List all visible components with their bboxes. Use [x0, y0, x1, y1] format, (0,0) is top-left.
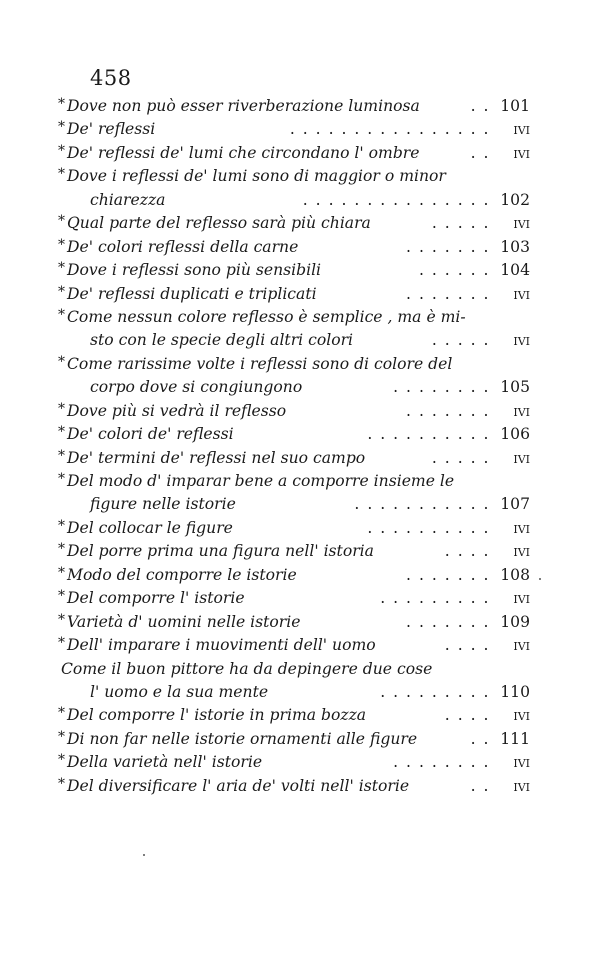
dot-leader: . . . . — [444, 636, 490, 655]
asterisk-marker: * — [58, 424, 65, 441]
asterisk-marker: * — [58, 541, 65, 558]
dot-leader: . . . . — [444, 542, 490, 561]
toc-entry-page: 105 — [500, 378, 530, 397]
toc-entry — [58, 353, 530, 376]
toc-entry-title: Modo del comporre le istorie — [67, 565, 297, 584]
toc-entry-title: Dove i reflessi sono più sensibili — [67, 261, 322, 280]
toc-entry-title: Del diversificare l' aria de' volti nell' istorie — [67, 776, 410, 795]
asterisk-marker: * — [58, 142, 65, 159]
ink-speck — [143, 854, 145, 856]
toc-entry — [58, 447, 530, 470]
asterisk-marker: * — [58, 236, 65, 253]
toc-entry-title: Della varietà nell' istorie — [67, 753, 263, 772]
asterisk-marker: * — [58, 353, 65, 370]
toc-entry-title: Come nessun colore reflesso è semplice , ma è mi- — [67, 307, 466, 326]
toc-entry — [58, 376, 530, 399]
asterisk-marker: * — [58, 705, 65, 722]
asterisk-marker: * — [58, 588, 65, 605]
toc-entry-page: ivi — [513, 589, 530, 608]
dot-leader: . . . . — [444, 706, 490, 725]
toc-entry-page: 104 — [500, 261, 530, 280]
asterisk-marker: * — [58, 611, 65, 628]
dot-leader: . . . . . . . . — [393, 378, 490, 397]
toc-entry-title: Del comporre l' istorie — [67, 589, 245, 608]
toc-entry-page: ivi — [513, 120, 530, 139]
toc-entry — [58, 423, 530, 446]
asterisk-marker: * — [58, 119, 65, 136]
toc-entry-page: ivi — [513, 143, 530, 162]
dot-leader: . . . . . . . — [406, 612, 490, 631]
toc-entry-page: ivi — [513, 401, 530, 420]
dot-leader: . . . . . . . . . . . . . . . — [302, 190, 490, 209]
asterisk-marker: * — [58, 752, 65, 769]
toc-entry — [58, 493, 530, 516]
asterisk-marker: * — [58, 447, 65, 464]
toc-entry — [58, 400, 530, 423]
dot-leader: . . . . . . . — [406, 284, 490, 303]
toc-entry-title: Come rarissime volte i reflessi sono di colore del — [67, 354, 453, 373]
dot-leader: . . . . . . . . — [393, 753, 490, 772]
toc-entry — [58, 283, 530, 306]
page-number: 458 — [90, 66, 132, 90]
toc-entry-title: De' reflessi duplicati e triplicati — [67, 284, 317, 303]
dot-leader: . . . . . . . . . — [380, 682, 490, 701]
dot-leader: . . — [470, 776, 490, 795]
toc-entry — [58, 236, 530, 259]
dot-leader: . . . . . . . . . . . — [354, 495, 490, 514]
toc-entry-page: ivi — [513, 542, 530, 561]
toc-entry-page: ivi — [513, 776, 530, 795]
toc-entry — [58, 517, 530, 540]
toc-entry — [58, 329, 530, 352]
asterisk-marker: * — [58, 471, 65, 487]
toc-entry-title: corpo dove si congiungono — [90, 378, 303, 397]
dot-leader: . . . . . . — [418, 261, 490, 280]
toc-entry — [58, 306, 530, 329]
toc-entry-page: 102 — [500, 190, 530, 209]
toc-entry — [58, 564, 530, 587]
toc-entry-page: ivi — [513, 448, 530, 467]
toc-entry-title: l' uomo e la sua mente — [90, 682, 269, 701]
toc-entry-title: Qual parte del reflesso sarà più chiara — [67, 214, 371, 233]
toc-entry — [58, 681, 530, 704]
toc-entry — [58, 611, 530, 634]
toc-entry-title: Dove più si vedrà il reflesso — [67, 401, 287, 420]
toc-entry-title: Del collocar le figure — [67, 518, 233, 537]
toc-entry-title: Di non far nelle istorie ornamenti alle figure — [67, 729, 418, 748]
dot-leader: . . . . . — [431, 448, 490, 467]
toc-entry-page: ivi — [513, 636, 530, 655]
toc-entry — [58, 212, 530, 235]
dot-leader: . . . . . . . — [406, 565, 490, 584]
toc-entry-page: ivi — [513, 214, 530, 233]
dot-leader: . . . . . . . . . — [380, 589, 490, 608]
toc-entry — [58, 118, 530, 141]
dot-leader: . . — [470, 729, 490, 748]
asterisk-marker: * — [58, 213, 65, 230]
toc-entry — [58, 775, 530, 798]
toc-entry — [58, 751, 530, 774]
toc-entry — [58, 95, 530, 118]
toc-entry-title: Del porre prima una figura nell' istoria — [67, 542, 374, 561]
toc-entry — [58, 704, 530, 727]
toc-entry-page: 106 — [500, 425, 530, 444]
toc-entry-page: ivi — [513, 284, 530, 303]
toc-entry-title: figure nelle istorie — [90, 495, 236, 514]
toc-entry-title: De' colori reflessi della carne — [67, 237, 299, 256]
asterisk-marker: * — [58, 400, 65, 417]
toc-entry-title: Come il buon pittore ha da depingere due cose — [61, 659, 433, 678]
dot-leader: . . . . . . . . . . . . . . . . — [289, 120, 490, 139]
toc-entry-page: 103 — [500, 237, 530, 256]
dot-leader: . . . . . . . — [406, 237, 490, 256]
toc-entry-title: sto con le specie degli altri colori — [90, 331, 354, 350]
toc-entry-title: Del modo d' imparar bene a comporre insieme le — [67, 472, 455, 490]
dot-leader: . . . . . — [431, 331, 490, 350]
toc-entry-title: De' reflessi — [67, 120, 156, 139]
toc-entry-title: Del comporre l' istorie in prima bozza — [67, 706, 367, 725]
toc-entry-page: 108 — [500, 565, 530, 584]
toc-entry-title: Dell' imparare i muovimenti dell' uomo — [67, 636, 376, 655]
toc-entry — [58, 165, 530, 188]
toc-entry-page: 101 — [500, 97, 530, 115]
toc-entry — [58, 189, 530, 212]
asterisk-marker: * — [58, 775, 65, 792]
toc-entry — [58, 587, 530, 610]
dot-leader: . . . . . . . — [406, 401, 490, 420]
asterisk-marker: * — [58, 517, 65, 534]
toc-entry-title: De' reflessi de' lumi che circondano l' ombre — [67, 143, 420, 162]
dot-leader: . . . . . . . . . . — [367, 425, 490, 444]
toc-entry-title: Dove i reflessi de' lumi sono di maggior o minor — [67, 167, 446, 186]
toc-entry-title: Dove non può esser riverberazione luminosa — [67, 97, 420, 115]
toc-entry-title: chiarezza — [90, 190, 166, 209]
dot-leader: . . . . . — [431, 214, 490, 233]
toc-entry-title: De' termini de' reflessi nel suo campo — [67, 448, 366, 467]
asterisk-marker: * — [58, 96, 65, 112]
asterisk-marker: * — [58, 635, 65, 652]
toc-entry-page: ivi — [513, 706, 530, 725]
dot-leader: . . — [470, 97, 490, 115]
table-of-contents — [58, 95, 530, 798]
toc-entry — [58, 634, 530, 657]
toc-entry-page: ivi — [513, 331, 530, 350]
asterisk-marker: * — [58, 306, 65, 323]
asterisk-marker: * — [58, 260, 65, 277]
toc-entry — [58, 540, 530, 563]
toc-entry-title: De' colori de' reflessi — [67, 425, 234, 444]
ink-speck — [539, 578, 541, 580]
toc-entry — [58, 658, 530, 681]
asterisk-marker: * — [58, 728, 65, 745]
asterisk-marker: * — [58, 166, 65, 183]
dot-leader: . . . . . . . . . . — [367, 518, 490, 537]
toc-entry — [58, 142, 530, 165]
toc-entry — [58, 728, 530, 751]
asterisk-marker: * — [58, 283, 65, 300]
toc-entry-page: 110 — [500, 682, 530, 701]
toc-entry-page: 107 — [500, 495, 530, 514]
asterisk-marker: * — [58, 564, 65, 581]
toc-entry-page: 109 — [500, 612, 530, 631]
toc-entry-page: 111 — [500, 729, 530, 748]
toc-entry — [58, 470, 530, 493]
toc-entry-page: ivi — [513, 518, 530, 537]
toc-entry — [58, 259, 530, 282]
toc-entry-page: ivi — [513, 753, 530, 772]
toc-entry-title: Varietà d' uomini nelle istorie — [67, 612, 301, 631]
dot-leader: . . — [470, 143, 490, 162]
